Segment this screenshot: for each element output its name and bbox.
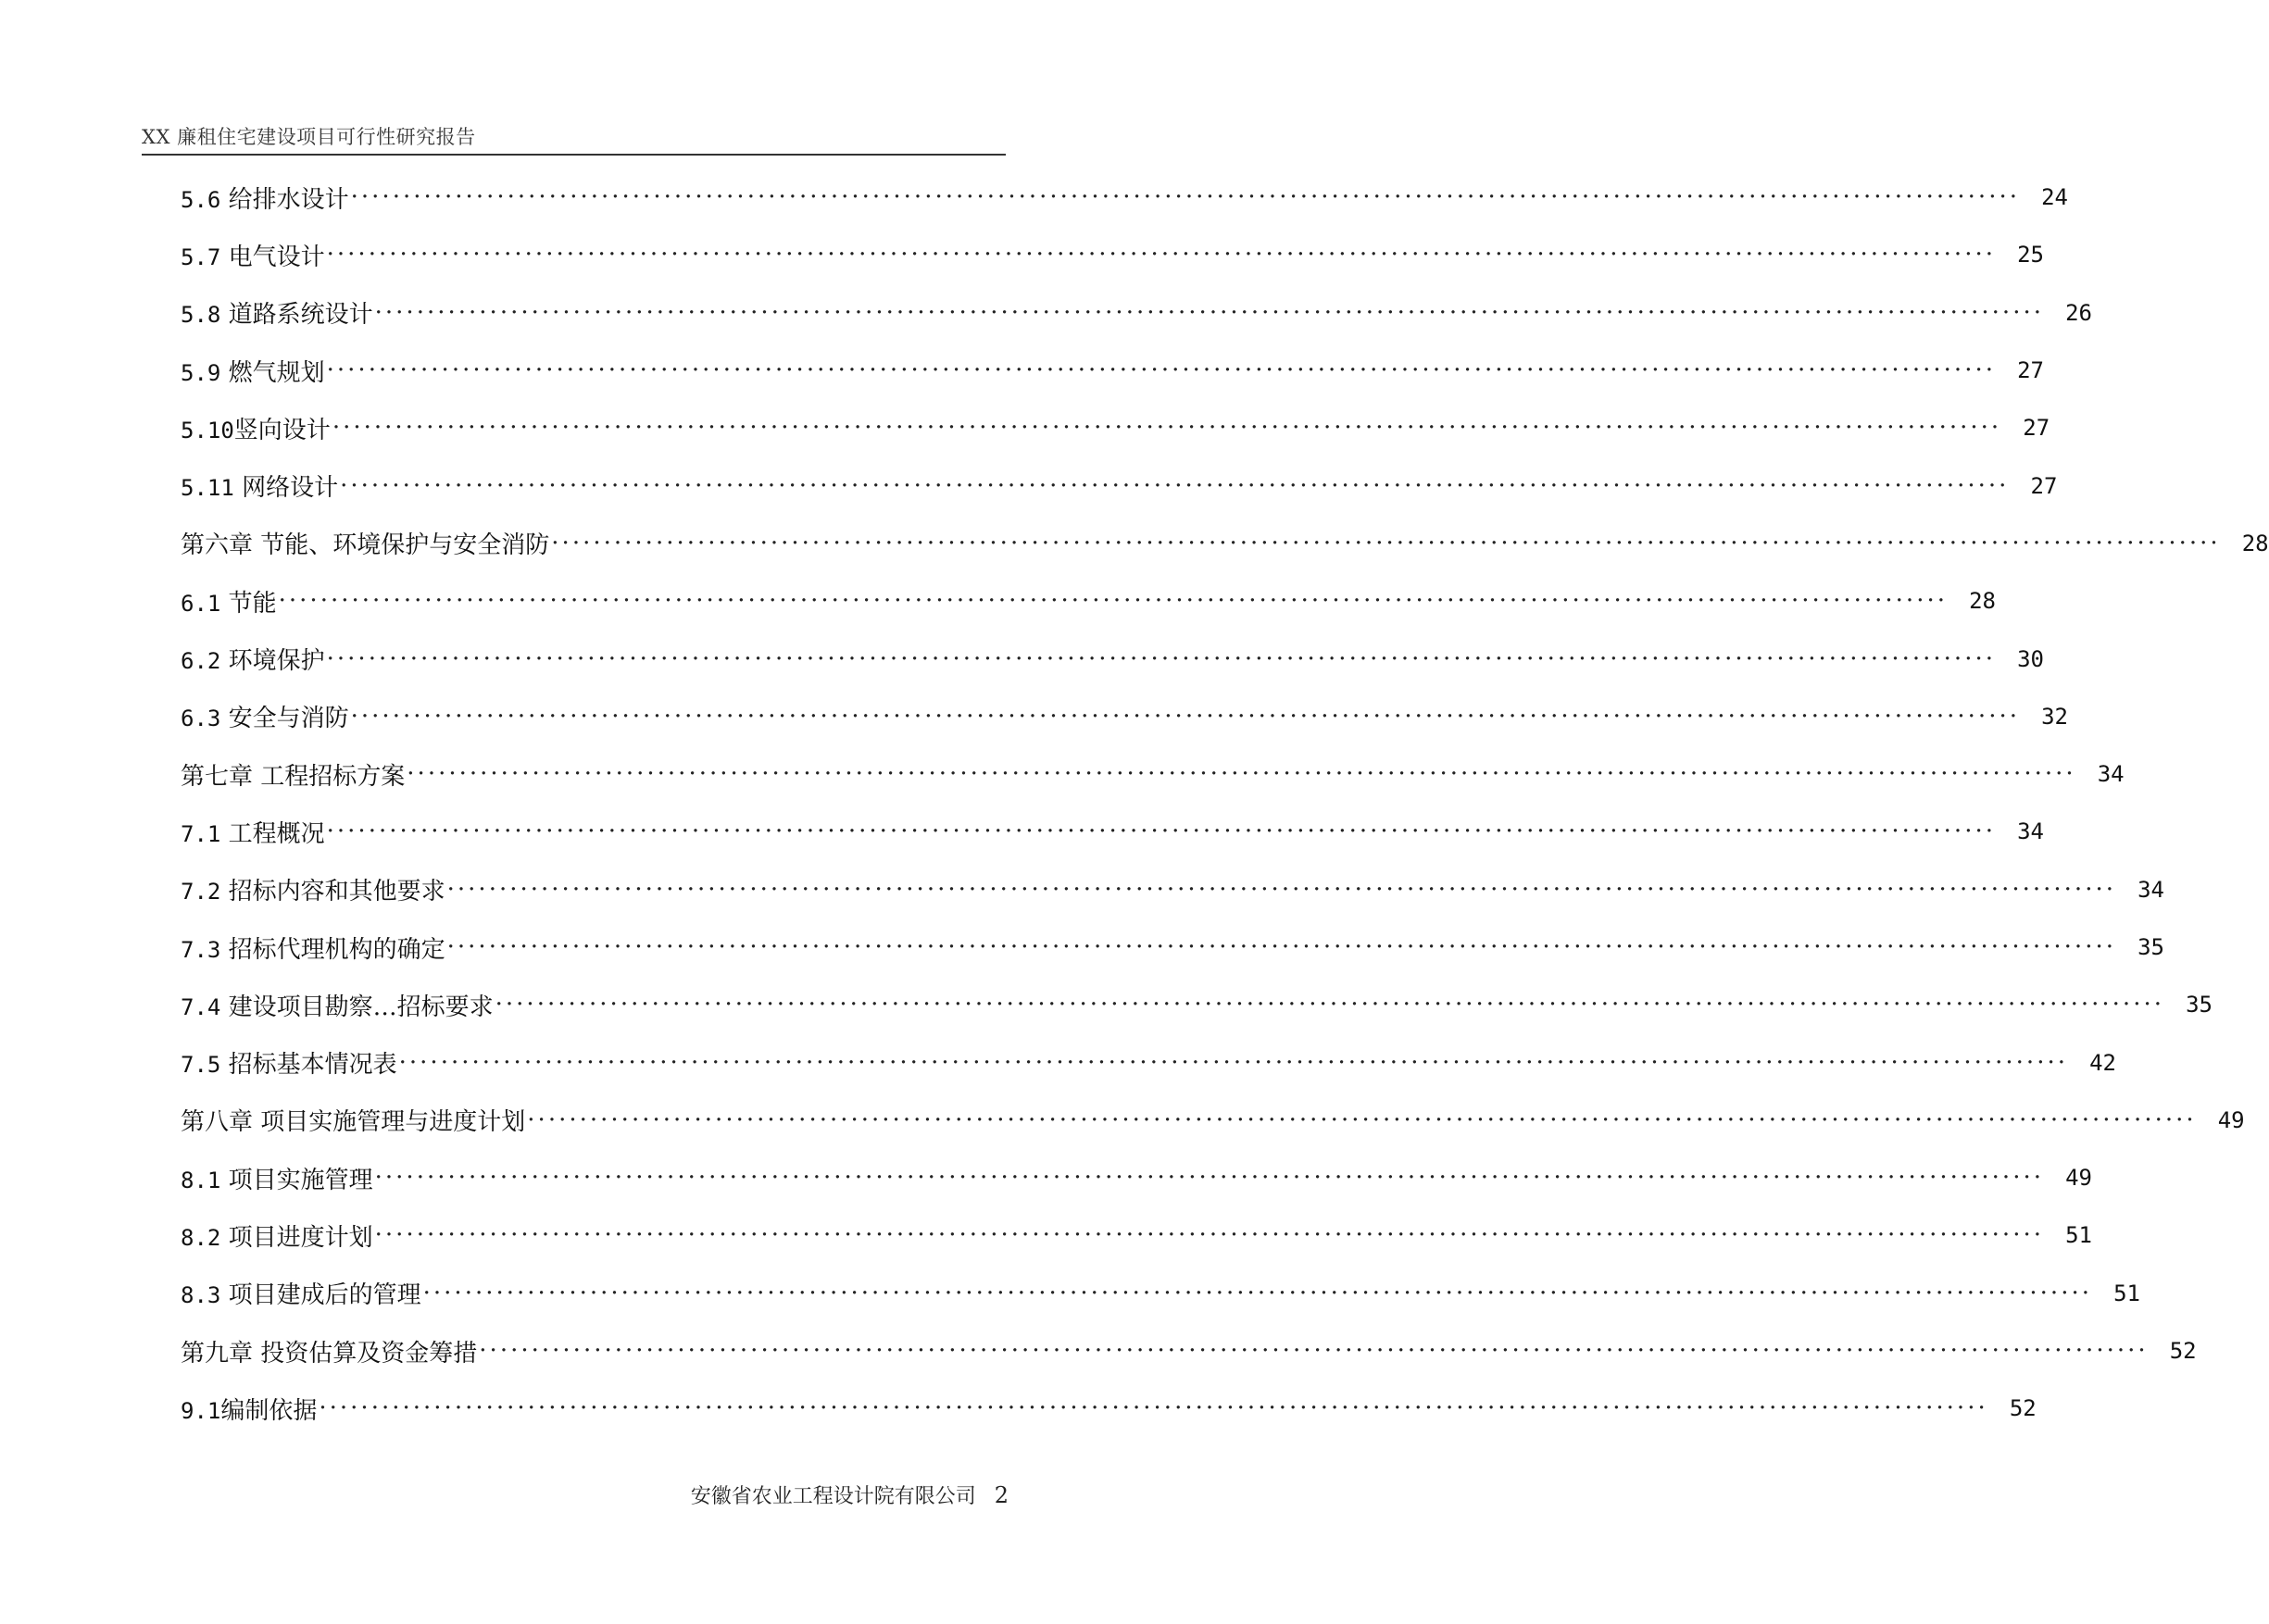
toc-entry[interactable] <box>181 861 2164 918</box>
toc-entry[interactable] <box>181 688 2068 745</box>
toc-entry-number: 5.6 <box>181 186 221 213</box>
toc-entry-page: 49 <box>2065 1165 2092 1192</box>
toc-entry-title: 招标代理机构的确定 <box>228 935 445 964</box>
toc-label <box>181 1334 477 1368</box>
dot-leader: ································································································································································ <box>326 241 1996 269</box>
toc-entry[interactable] <box>181 1380 2037 1437</box>
dot-leader: ································································································································································ <box>319 1394 1988 1423</box>
toc-entry-title: 道路系统设计 <box>228 301 373 330</box>
dot-leader: ································································································································································ <box>446 933 2116 961</box>
dot-leader: ································································································································································ <box>374 298 2044 327</box>
toc-entry-number: 5.8 <box>181 302 221 329</box>
toc-entry-title: 工程概况 <box>228 819 325 848</box>
toc-label <box>181 1103 525 1137</box>
document-title: XX 廉租住宅建设项目可行性研究报告 <box>142 126 476 148</box>
toc-label <box>181 584 277 618</box>
toc-label <box>181 1045 397 1080</box>
toc-entry-page: 49 <box>2217 1106 2245 1133</box>
dot-leader: ································································································································································ <box>340 471 2010 500</box>
dot-leader: ································································································································································ <box>278 587 1948 616</box>
toc-entry-number: 8.2 <box>181 1224 221 1251</box>
toc-entry-number: 5.11 <box>181 475 234 502</box>
toc-entry-number: 6.2 <box>181 648 221 675</box>
page-footer <box>691 1480 1009 1509</box>
toc-entry-page: 35 <box>2137 934 2164 960</box>
toc-label <box>181 642 325 676</box>
toc-entry-title: 招标内容和其他要求 <box>228 878 445 906</box>
page-header <box>142 122 1006 156</box>
toc-label <box>181 181 349 215</box>
table-of-contents <box>181 169 2269 1438</box>
toc-entry-number: 6.3 <box>181 706 221 732</box>
toc-entry[interactable] <box>181 745 2125 803</box>
toc-label <box>181 757 405 792</box>
toc-entry-page: 34 <box>2097 761 2125 788</box>
toc-label <box>181 988 494 1022</box>
toc-label <box>181 295 373 330</box>
toc-entry-page: 34 <box>2137 876 2164 903</box>
toc-label <box>181 1161 373 1195</box>
toc-label <box>181 931 445 965</box>
toc-entry-title: 建设项目勘察…招标要求 <box>228 993 494 1021</box>
dot-leader: ································································································································································ <box>326 356 1996 385</box>
company-name: 安徽省农业工程设计院有限公司 <box>690 1485 976 1508</box>
toc-label <box>181 411 331 445</box>
toc-entry-title: 招标基本情况表 <box>228 1051 397 1080</box>
toc-entry-title: 节能 <box>228 589 277 618</box>
toc-entry-page: 34 <box>2017 818 2044 845</box>
dot-leader: ································································································································································ <box>495 991 2164 1019</box>
toc-label <box>181 526 549 560</box>
dot-leader: ································································································································································ <box>551 529 2221 557</box>
toc-entry-number: 7.5 <box>181 1052 221 1079</box>
page-number: 2 <box>994 1482 1009 1508</box>
toc-entry-number: 第七章 <box>181 762 254 791</box>
toc-entry-page: 30 <box>2017 645 2044 672</box>
toc-entry[interactable] <box>181 456 2058 514</box>
dot-leader: ································································································································································ <box>422 1279 2092 1307</box>
toc-entry-number: 第九章 <box>181 1339 254 1368</box>
toc-entry-page: 52 <box>2169 1338 2197 1365</box>
dot-leader: ································································································································································ <box>332 414 2002 443</box>
toc-label <box>181 699 349 733</box>
toc-entry-title: 节能、环境保护与安全消防 <box>260 531 550 560</box>
toc-label <box>181 872 445 906</box>
toc-entry[interactable] <box>181 1149 2092 1206</box>
toc-entry-page: 51 <box>2113 1280 2140 1306</box>
toc-entry-number: 8.3 <box>181 1282 221 1309</box>
dot-leader: ································································································································································ <box>407 760 2076 789</box>
toc-entry-number: 7.4 <box>181 993 221 1020</box>
toc-label <box>181 1392 317 1426</box>
toc-entry[interactable] <box>181 1322 2197 1380</box>
toc-entry-page: 27 <box>2023 415 2050 442</box>
toc-entry-page: 32 <box>2041 703 2068 730</box>
toc-entry-number: 5.9 <box>181 359 221 386</box>
toc-entry-title: 竖向设计 <box>233 416 331 444</box>
toc-entry-title: 项目进度计划 <box>228 1223 373 1252</box>
toc-entry-page: 24 <box>2041 184 2068 211</box>
toc-entry[interactable] <box>181 630 2044 687</box>
toc-entry-number: 5.10 <box>181 417 234 443</box>
toc-entry[interactable] <box>181 572 1996 630</box>
toc-entry-title: 网络设计 <box>242 474 339 503</box>
toc-entry[interactable] <box>181 515 2269 572</box>
toc-entry-number: 8.1 <box>181 1167 221 1193</box>
toc-entry[interactable] <box>181 399 2050 456</box>
toc-entry-page: 28 <box>1969 588 1996 615</box>
toc-entry[interactable] <box>181 284 2092 342</box>
toc-entry-title: 电气设计 <box>228 243 325 271</box>
toc-entry-page: 35 <box>2186 992 2213 1018</box>
toc-entry-title: 投资估算及资金筹措 <box>260 1339 478 1368</box>
toc-entry[interactable] <box>181 226 2044 283</box>
toc-entry-page: 42 <box>2089 1049 2116 1076</box>
toc-entry-number: 第六章 <box>181 531 254 560</box>
toc-entry-title: 环境保护 <box>228 647 325 676</box>
toc-entry[interactable] <box>181 1265 2140 1322</box>
toc-entry-title: 燃气规划 <box>228 358 325 387</box>
toc-entry-title: 给排水设计 <box>228 185 349 214</box>
toc-entry-number: 6.1 <box>181 590 221 617</box>
dot-leader: ································································································································································ <box>374 1221 2044 1250</box>
dot-leader: ································································································································································ <box>350 702 2020 731</box>
toc-entry-page: 27 <box>2017 357 2044 384</box>
toc-label <box>181 1276 421 1310</box>
toc-entry-number: 7.2 <box>181 879 221 906</box>
toc-label <box>181 468 338 503</box>
toc-entry-page: 28 <box>2241 530 2269 556</box>
toc-entry[interactable] <box>181 918 2164 976</box>
toc-entry-title: 编制依据 <box>220 1396 318 1425</box>
dot-leader: ································································································································································ <box>527 1106 2197 1134</box>
toc-entry[interactable] <box>181 976 2213 1033</box>
toc-entry-number: 7.1 <box>181 820 221 847</box>
toc-entry[interactable] <box>181 1033 2116 1091</box>
toc-entry[interactable] <box>181 169 2068 226</box>
dot-leader: ································································································································································ <box>446 875 2116 904</box>
toc-entry[interactable] <box>181 1206 2092 1264</box>
toc-entry-page: 51 <box>2065 1222 2092 1249</box>
toc-entry-number: 7.3 <box>181 936 221 963</box>
dot-leader: ································································································································································ <box>398 1048 2068 1077</box>
toc-entry-title: 项目实施管理 <box>228 1166 373 1194</box>
toc-entry-title: 安全与消防 <box>228 705 349 733</box>
dot-leader: ································································································································································ <box>374 1164 2044 1193</box>
toc-label <box>181 238 325 272</box>
toc-label <box>181 1218 373 1253</box>
toc-entry[interactable] <box>181 803 2044 860</box>
toc-entry-title: 项目建成后的管理 <box>228 1281 421 1310</box>
toc-entry[interactable] <box>181 342 2044 399</box>
toc-entry-page: 26 <box>2065 299 2092 326</box>
toc-entry-page: 25 <box>2017 242 2044 269</box>
toc-entry-title: 工程招标方案 <box>260 762 406 791</box>
dot-leader: ································································································································································ <box>350 183 2020 212</box>
toc-entry-number: 第八章 <box>181 1108 254 1137</box>
toc-entry-number: 9.1 <box>181 1397 221 1424</box>
toc-label <box>181 354 325 388</box>
toc-entry-page: 27 <box>2030 472 2058 499</box>
toc-label <box>181 815 325 849</box>
toc-entry-title: 项目实施管理与进度计划 <box>260 1108 526 1137</box>
dot-leader: ································································································································································ <box>326 818 1996 846</box>
toc-entry[interactable] <box>181 1092 2245 1149</box>
dot-leader: ································································································································································ <box>479 1337 2149 1366</box>
toc-entry-page: 52 <box>2009 1395 2037 1422</box>
dot-leader: ································································································································································ <box>326 644 1996 673</box>
toc-entry-number: 5.7 <box>181 244 221 270</box>
